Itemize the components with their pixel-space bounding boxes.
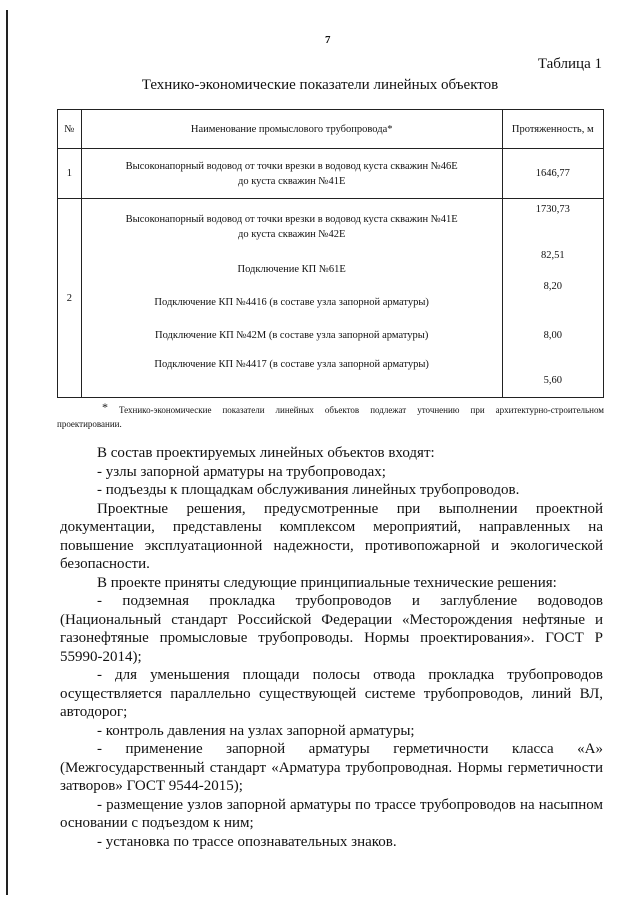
row-item: Подключение КП №61Е xyxy=(237,264,346,275)
header-length: Протяженность, м xyxy=(502,110,604,149)
paragraph: - установка по трассе опознавательных знаков. xyxy=(97,833,397,850)
paragraph: - применение запорной арматуры герметичности класса «А» (Межгосударственный стандарт «Арматура трубопроводная. Нормы герметичности затворов» ГОСТ 9544-2015); xyxy=(60,741,603,794)
row-item: Подключение КП №42М (в составе узла запорной арматуры) xyxy=(155,330,429,341)
paragraph: Проектные решения, предусмотренные при выполнении проектной документации, представлены комплексом мероприятий, направленных на повышение эксплуатационной надежности, противопожарной и экологической безопасности. xyxy=(60,500,603,572)
header-number: № xyxy=(58,110,82,149)
header-name: Наименование промыслового трубопровода* xyxy=(81,110,502,149)
table-title: Технико-экономические показатели линейных объектов xyxy=(141,77,499,93)
paragraph: - подземная прокладка трубопроводов и заглубление водоводов (Национальный стандарт Российской Федерации «Месторождения нефтяные и газонефтяные промысловые трубопроводы. Нормы проектирования». ГОСТ Р 55990-2014); xyxy=(60,593,603,665)
page-edge-line xyxy=(6,10,8,895)
footnote-star: * xyxy=(102,400,108,414)
paragraph: - узлы запорной арматуры на трубопроводах; xyxy=(97,463,386,480)
row-length: 1730,73 xyxy=(535,204,570,215)
row-name: Высоконапорный водовод от точки врезки в водовод куста скважин №46Е до куста скважин №41Е xyxy=(81,149,502,199)
body-text xyxy=(60,444,603,851)
paragraph: В проекте приняты следующие принципиальные технические решения: xyxy=(97,574,557,591)
table-row xyxy=(58,149,604,199)
table-label: Таблица 1 xyxy=(537,56,602,72)
row-length: 5,60 xyxy=(543,375,562,386)
page-number: 7 xyxy=(325,34,331,46)
paragraph: - для уменьшения площади полосы отвода прокладка трубопроводов осуществляется параллельно существующей системе трубопроводов, линий ВЛ, автодорог; xyxy=(60,667,603,720)
indicators-table xyxy=(57,109,604,398)
paragraph: В состав проектируемых линейных объектов входят: xyxy=(97,445,435,461)
row-item: Подключение КП №4417 (в составе узла запорной арматуры) xyxy=(154,359,429,370)
paragraph: - размещение узлов запорной арматуры по трассе трубопроводов на насыпном основании с подъездом к ним; xyxy=(60,796,603,831)
table-header-row xyxy=(58,110,604,149)
row-length: 82,51 xyxy=(540,250,565,261)
row-number: 1 xyxy=(58,149,82,199)
footnote-text: Технико-экономические показатели линейных объектов подлежат уточнению при архитектурно-строительном проектировании. xyxy=(57,405,604,429)
row-length: 8,00 xyxy=(543,330,562,341)
paragraph: - контроль давления на узлах запорной арматуры; xyxy=(97,722,415,739)
row-length: 8,20 xyxy=(543,281,562,292)
row-length: 1646,77 xyxy=(502,149,604,199)
table-row xyxy=(58,199,604,398)
row-number: 2 xyxy=(58,199,82,398)
row-name-cell xyxy=(81,199,502,398)
row-item: Высоконапорный водовод от точки врезки в водовод куста скважин №41Е до куста скважин №42Е xyxy=(125,214,458,240)
paragraph: - подъезды к площадкам обслуживания линейных трубопроводов. xyxy=(97,482,520,498)
row-item: Подключение КП №4416 (в составе узла запорной арматуры) xyxy=(154,297,429,308)
row-length-cell xyxy=(502,199,604,398)
